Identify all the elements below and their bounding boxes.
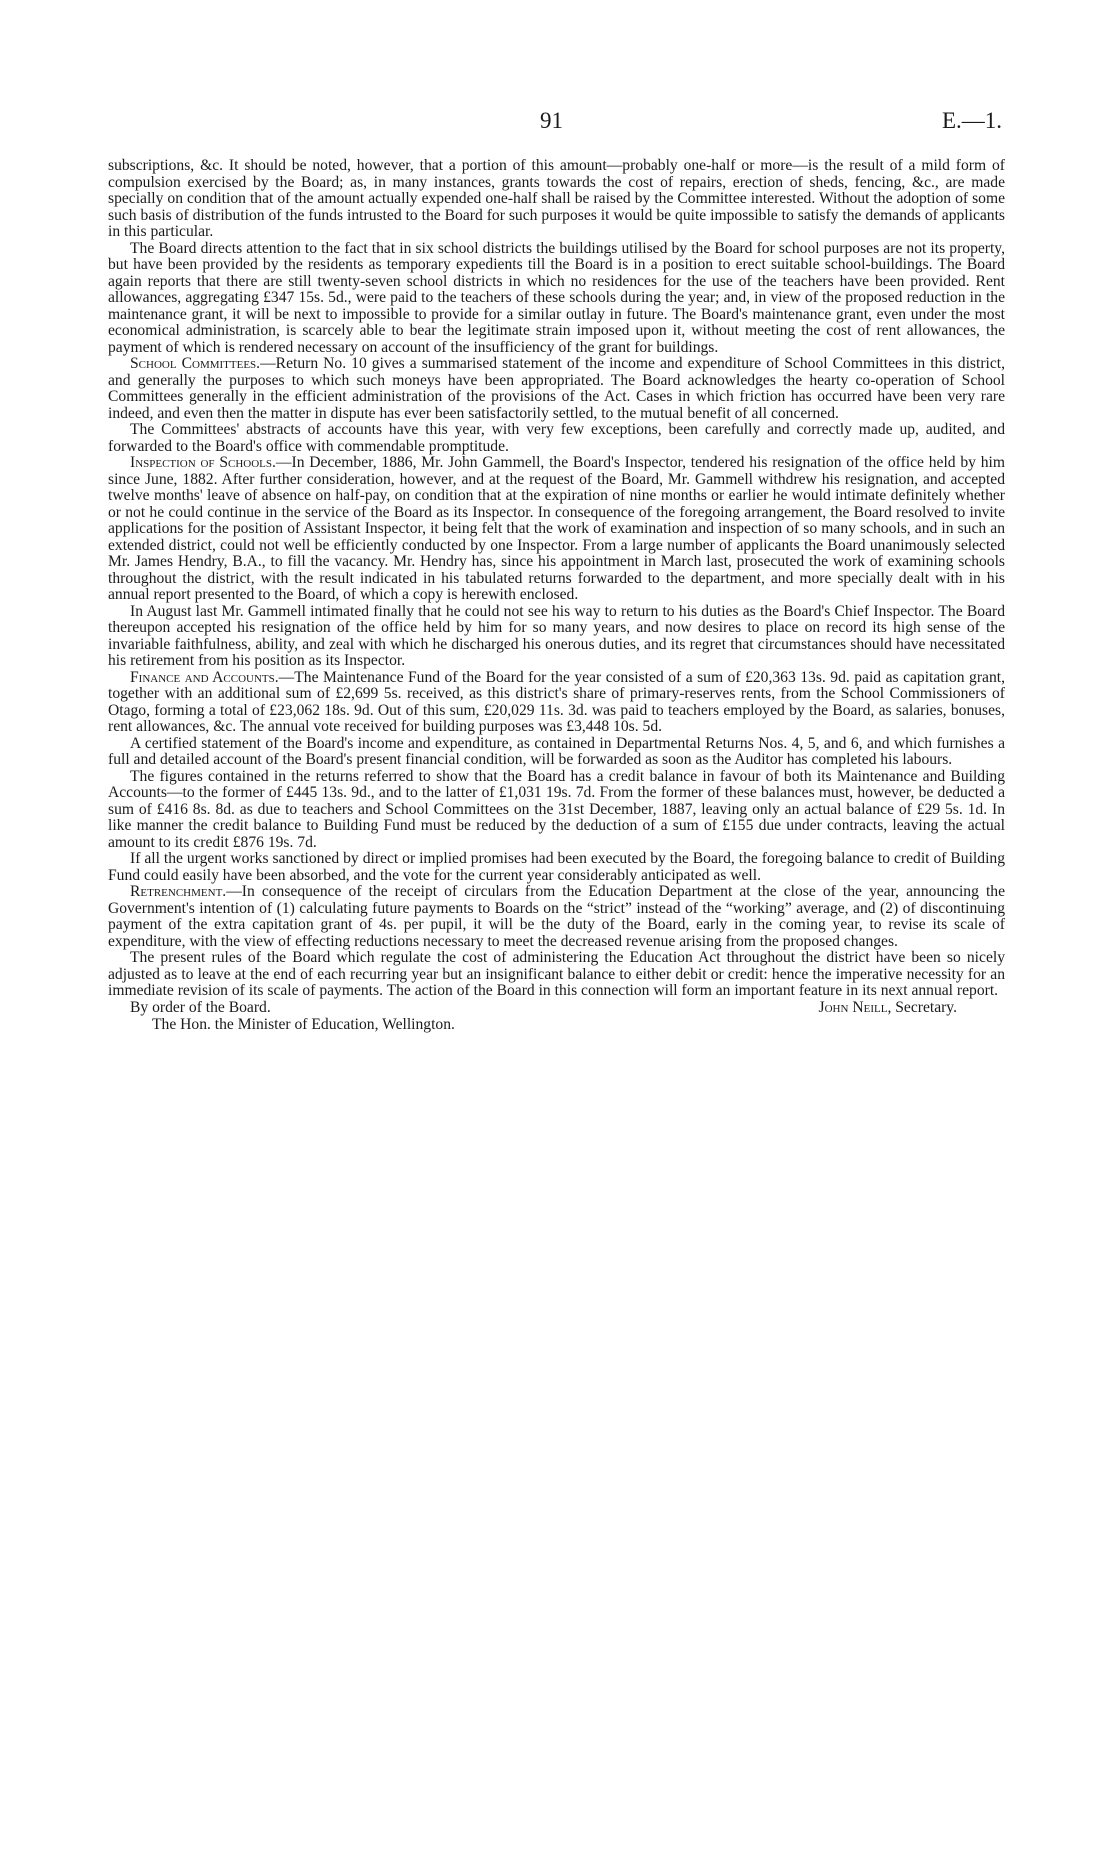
paragraph-school-committees xyxy=(108,356,1005,422)
paragraph-school-buildings xyxy=(108,241,1005,357)
signatory-name: John Neill xyxy=(818,998,888,1016)
paragraph-text: In August last Mr. Gammell intimated finally that he could not see his way to return to his duties as the Board's Chief Inspector. The Board thereupon accepted his resignation of the office held by him for so many years, and now desires to place on record its high sense of the invariable faithfulness, ability, and zeal with which he discharged his onerous duties, and its regret that circumstances should have necessitated his retirement from his position as its Inspector. xyxy=(108,602,1005,669)
paragraph-subscriptions xyxy=(108,158,1005,241)
paragraph-certified-statement xyxy=(108,736,1005,769)
paragraph-text: —The Maintenance Fund of the Board for the year consisted of a sum of £20,363 13s. 9d. paid as capitation grant, together with an additional sum of £2,699 5s. received, as this district's share of primary-reserves rents, from the School Commissioners of Otago, forming a total of £23,062 18s. 9d. Out of this sum, £20,029 11s. 3d. was paid to teachers employed by the Board, as salaries, bonuses, rent allowances, &c. The annual vote received for building purposes was £3,448 10s. 5d. xyxy=(108,668,1005,735)
section-heading-school-committees: School Committees. xyxy=(130,355,261,372)
page-reference: E.—1. xyxy=(941,108,1002,133)
paragraph-retrenchment xyxy=(108,884,1005,950)
paragraph-gammell-resignation xyxy=(108,604,1005,670)
page-number: 91 xyxy=(540,108,563,133)
paragraph-urgent-works xyxy=(108,851,1005,884)
paragraph-text: The figures contained in the returns referred to show that the Board has a credit balance in favour of both its Maintenance and Building Accounts—to the former of £445 13s. 9d., and to the latter of £1,031 19s. 7d. From the former of these balances must, however, be deducted a sum of £416 8s. 8d. as due to teachers and School Committees on the 31st December, 1887, leaving only an actual balance of £29 5s. 1d. In like manner the credit balance to Building Fund must be reduced by the deduction of a sum of £155 due under contracts, leaving the actual amount to its credit £876 19s. 7d. xyxy=(108,767,1005,851)
page-header xyxy=(0,108,1114,138)
signature-block xyxy=(108,1000,1005,1017)
paragraph-text: The Committees' abstracts of accounts have this year, with very few exceptions, been carefully and correctly made up, audited, and forwarded to the Board's office with commendable promptitude. xyxy=(108,421,1005,455)
paragraph-text: If all the urgent works sanctioned by direct or implied promises had been executed by the Board, the foregoing balance to credit of Building Fund could easily have been absorbed, and the vote for the current year considerably anticipated as well. xyxy=(108,850,1005,884)
paragraph-credit-balance xyxy=(108,769,1005,852)
section-heading-finance-and-accounts: Finance and Accounts. xyxy=(130,668,279,686)
signatory xyxy=(819,1000,957,1017)
section-heading-retrenchment: Retrenchment. xyxy=(130,883,227,900)
paragraph-text: —Return No. 10 gives a summarised statement of the income and expenditure of School Committees in this district, and generally the purposes to which such moneys have been appropriated. The Board acknowledges the hearty co-operation of School Committees generally in the efficient administration of the provisions of the Act. Cases in which friction has occurred have been very rare indeed, and even then the matter in dispute has ever been satisfactorily settled, to the mutual benefit of all concerned. xyxy=(108,355,1005,422)
signatory-title: , Secretary. xyxy=(887,998,957,1016)
paragraph-present-rules xyxy=(108,950,1005,1000)
paragraph-text: A certified statement of the Board's income and expenditure, as contained in Departmental Returns Nos. 4, 5, and 6, and which furnishes a full and detailed account of the Board's present financial condition, will be forwarded as soon as the Auditor has completed his labours. xyxy=(108,734,1005,768)
paragraph-text: The Board directs attention to the fact that in six school districts the buildings utilised by the Board for school purposes are not its property, but have been provided by the residents as temporary expedients till the Board is in a position to erect suitable school-buildings. The Board again reports that there are still twenty-seven school districts in which no residences for the use of the teachers have been provided. Rent allowances, aggregating £347 15s. 5d., were paid to the teachers of these schools during the year; and, in view of the proposed reduction in the maintenance grant, it will be next to impossible to provide for a similar outlay in future. The Board's maintenance grant, even under the most economical administration, is scarcely able to bear the legitimate strain imposed upon it, without meeting the cost of rent allowances, the payment of which is rendered necessary on account of the insufficiency of the grant for buildings. xyxy=(108,239,1005,356)
paragraph-text: The present rules of the Board which regulate the cost of administering the Education Act throughout the district have been so nicely adjusted as to leave at the end of each recurring year but an insignificant balance to either debit or credit: hence the imperative necessity for an immediate revision of its scale of payments. The action of the Board in this connection will form an important feature in its next annual report. xyxy=(108,949,1005,999)
paragraph-finance-and-accounts xyxy=(108,670,1005,736)
section-heading-inspection-of-schools: Inspection of Schools. xyxy=(130,454,276,471)
by-order-line: By order of the Board. xyxy=(130,998,271,1016)
report-body xyxy=(108,158,1005,1033)
paragraph-text: subscriptions, &c. It should be noted, however, that a portion of this amount—probably one-half or more—is the result of a mild form of compulsion exercised by the Board; as, in many instances, grants towards the cost of repairs, erection of sheds, fencing, &c., are made specially on condition that of the amount actually expended one-half shall be raised by the Committee interested. Without the adoption of some such basis of distribution of the funds intrusted to the Board for such purposes it would be quite impossible to satisfy the demands of applicants in this particular. xyxy=(108,157,1005,240)
paragraph-inspection-of-schools xyxy=(108,455,1005,604)
paragraph-text: —In December, 1886, Mr. John Gammell, the Board's Inspector, tendered his resignation of the office held by him since June, 1882. After further consideration, however, and at the request of the Board, Mr. Gammell withdrew his resignation, and accepted twelve months' leave of absence on half-pay, on condition that at the expiration of nine months or earlier he would intimate definitely whether or not he could continue in the service of the Board as its Inspector. In consequence of the foregoing arrangement, the Board resolved to invite applications for the position of Assistant Inspector, it being felt that the work of examination and inspection of so many schools, and in such an extended district, could not well be efficiently conducted by one Inspector. From a large number of applicants the Board unanimously selected Mr. James Hendry, B.A., to fill the vacancy. Mr. Hendry has, since his appointment in March last, prosecuted the work of examining schools throughout the district, with the result indicated in his tabulated returns forwarded to the department, and more specially dealt with in his annual report presented to the Board, of which a copy is herewith enclosed. xyxy=(108,454,1005,603)
paragraph-text: —In consequence of the receipt of circulars from the Education Department at the close of the year, announcing the Government's intention of (1) calculating future payments to Boards on the “strict” instead of the “working” average, and (2) of discontinuing payment of the extra capitation grant of 4s. per pupil, it will be the duty of the Board, early in the coming year, to revise its scale of expenditure, with the view of effecting reductions necessary to meet the decreased revenue arising from the proposed changes. xyxy=(108,883,1005,950)
paragraph-committee-abstracts xyxy=(108,422,1005,455)
addressee-line: The Hon. the Minister of Education, Wellington. xyxy=(152,1015,455,1033)
